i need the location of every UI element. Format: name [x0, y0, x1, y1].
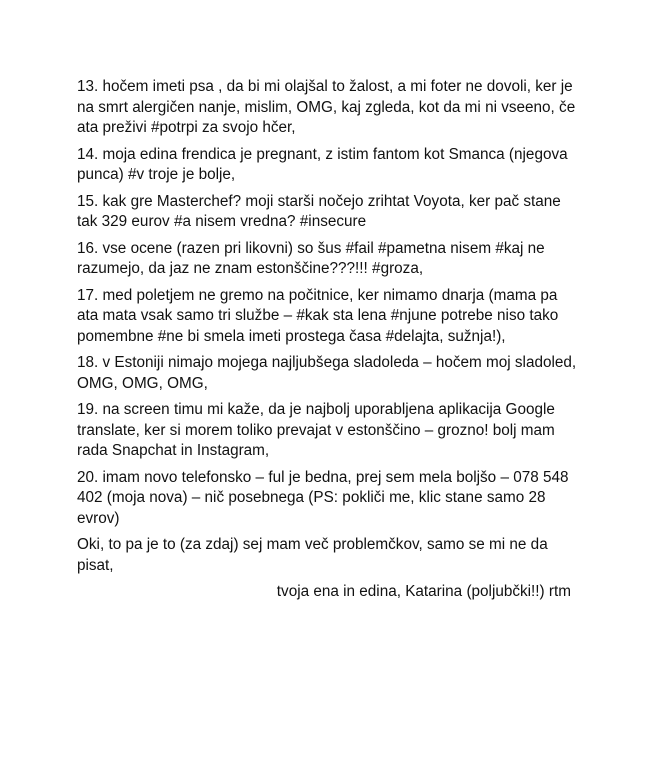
- paragraph-20: 20. imam novo telefonsko – ful je bedna, prej sem mela boljšo – 078 548 402 (moja nova) – nič posebnega (PS: pokliči me, klic stane samo 28 evrov): [77, 468, 569, 527]
- paragraph-16: 16. vse ocene (razen pri likovni) so šus #fail #pametna nisem #kaj ne razumejo, da jaz ne znam estonščine???!!! #groza,: [77, 239, 545, 277]
- signature: tvoja ena in edina, Katarina (poljubčki!!) rtm: [276, 583, 571, 600]
- paragraph-13: 13. hočem imeti psa , da bi mi olajšal to žalost, a mi foter ne dovoli, ker je na smrt alergičen nanje, mislim, OMG, kaj zgleda, kot da mi ni vseeno, če ata preživi #potrpi za svojo hčer,: [77, 78, 576, 136]
- closing-paragraph: Oki, to pa je to (za zdaj) sej mam več problemčkov, samo se mi ne da pisat,: [77, 536, 548, 574]
- paragraph-19: 19. na screen timu mi kaže, da je najbolj uporabljena aplikacija Google translate, ker si morem toliko prevajat v estonščino – grozno! bolj mam rada Snapchat in Instagram,: [77, 401, 555, 459]
- document-page: [77, 77, 577, 603]
- paragraph-14: 14. moja edina frendica je pregnant, z istim fantom kot Smanca (njegova punca) #v troje je bolje,: [77, 145, 568, 183]
- paragraph-18: 18. v Estoniji nimajo mojega najljubšega sladoleda – hočem moj sladoled, OMG, OMG, OMG,: [77, 354, 577, 392]
- paragraph-15: 15. kak gre Masterchef? moji starši nočejo zrihtat Voyota, ker pač stane tak 329 eurov #a nisem vredna? #insecure: [77, 192, 561, 230]
- paragraph-17: 17. med poletjem ne gremo na počitnice, ker nimamo dnarja (mama pa ata mata vsak samo tri službe – #kak sta lena #njune potrebe niso tako pomembne #ne bi smela imeti prostega časa #delajta, sužnja!),: [77, 286, 559, 345]
